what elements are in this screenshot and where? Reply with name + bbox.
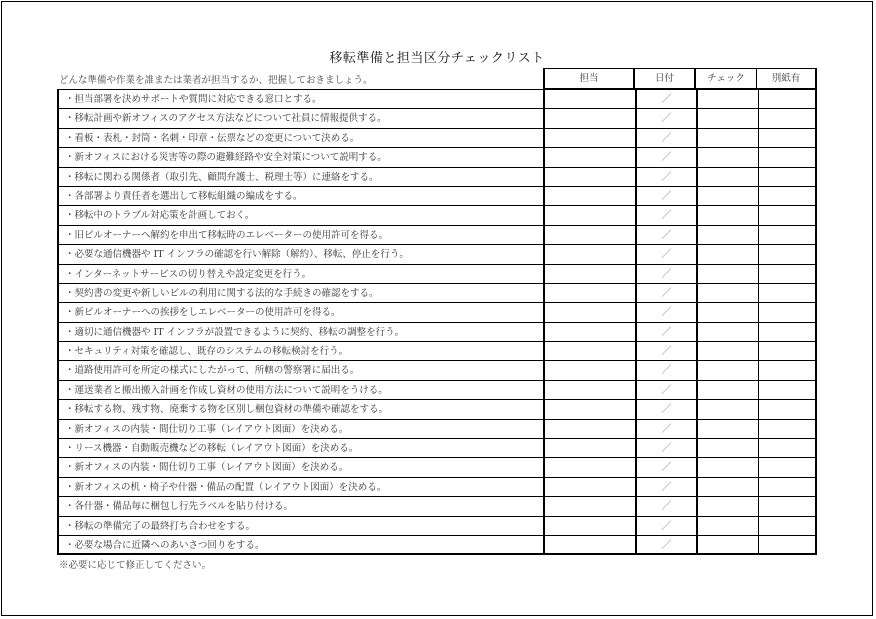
task-text: ・移転中のトラブル対応策を計画しておく。	[59, 206, 545, 224]
check-cell[interactable]	[698, 303, 759, 321]
check-cell[interactable]	[698, 284, 759, 302]
attachment-cell[interactable]	[759, 478, 815, 496]
tanto-cell[interactable]	[545, 265, 637, 283]
attachment-cell[interactable]	[759, 361, 815, 379]
task-text: ・新オフィスの机・椅子や什器・備品の配置（レイアウト図面）を決める。	[59, 478, 545, 496]
tanto-cell[interactable]	[545, 517, 637, 535]
date-cell[interactable]: ／	[637, 497, 698, 515]
check-cell[interactable]	[698, 478, 759, 496]
attachment-cell[interactable]	[759, 400, 815, 418]
attachment-cell[interactable]	[759, 458, 815, 476]
check-cell[interactable]	[698, 497, 759, 515]
header-date: 日付	[635, 68, 696, 89]
table-row	[59, 168, 815, 187]
check-cell[interactable]	[698, 361, 759, 379]
header-tanto: 担当	[543, 68, 635, 89]
tanto-cell[interactable]	[545, 245, 637, 263]
check-cell[interactable]	[698, 323, 759, 341]
task-text: ・担当部署を決めサポートや質問に対応できる窓口とする。	[59, 90, 545, 108]
attachment-cell[interactable]	[759, 90, 815, 108]
tanto-cell[interactable]	[545, 303, 637, 321]
task-text: ・各什器・備品毎に梱包し行先ラベルを貼り付ける。	[59, 497, 545, 515]
task-text: ・新オフィスにおける災害等の際の避難経路や安全対策について説明する。	[59, 148, 545, 166]
attachment-cell[interactable]	[759, 226, 815, 244]
date-cell[interactable]: ／	[637, 245, 698, 263]
table-row	[59, 129, 815, 148]
attachment-cell[interactable]	[759, 517, 815, 535]
date-cell[interactable]: ／	[637, 129, 698, 147]
instruction-text: どんな準備や作業を誰または業者が担当するか、把握しておきましょう。	[59, 75, 373, 86]
table-row	[59, 323, 815, 342]
task-text: ・リース機器・自動販売機などの移転（レイアウト図面）を決める。	[59, 439, 545, 457]
check-cell[interactable]	[698, 381, 759, 399]
date-cell[interactable]: ／	[637, 303, 698, 321]
attachment-cell[interactable]	[759, 303, 815, 321]
tanto-cell[interactable]	[545, 148, 637, 166]
task-text: ・新オフィスの内装・間仕切り工事（レイアウト図面）を決める。	[59, 458, 545, 476]
date-cell[interactable]: ／	[637, 381, 698, 399]
check-cell[interactable]	[698, 400, 759, 418]
check-cell[interactable]	[698, 129, 759, 147]
attachment-cell[interactable]	[759, 497, 815, 515]
tanto-cell[interactable]	[545, 400, 637, 418]
page-title: 移転準備と担当区分チェックリスト	[329, 51, 545, 66]
attachment-cell[interactable]	[759, 129, 815, 147]
task-text: ・運送業者と搬出搬入計画を作成し資材の使用方法について説明をうける。	[59, 381, 545, 399]
date-cell[interactable]: ／	[637, 361, 698, 379]
check-cell[interactable]	[698, 265, 759, 283]
table-row	[59, 284, 815, 303]
tanto-cell[interactable]	[545, 536, 637, 555]
date-cell[interactable]: ／	[637, 323, 698, 341]
date-cell[interactable]: ／	[637, 109, 698, 127]
check-cell[interactable]	[698, 187, 759, 205]
tanto-cell[interactable]	[545, 168, 637, 186]
table-row	[59, 342, 815, 361]
tanto-cell[interactable]	[545, 497, 637, 515]
check-cell[interactable]	[698, 420, 759, 438]
checklist-table	[57, 89, 817, 555]
attachment-cell[interactable]	[759, 342, 815, 360]
task-text: ・新ビルオーナーへの挨拶をしエレベーターの使用許可を得る。	[59, 303, 545, 321]
check-cell[interactable]	[698, 536, 759, 555]
attachment-cell[interactable]	[759, 381, 815, 399]
tanto-cell[interactable]	[545, 90, 637, 108]
check-cell[interactable]	[698, 517, 759, 535]
attachment-cell[interactable]	[759, 439, 815, 457]
table-row	[59, 381, 815, 400]
table-row	[59, 458, 815, 477]
tanto-cell[interactable]	[545, 361, 637, 379]
table-row	[59, 90, 815, 109]
column-headers	[543, 68, 817, 89]
attachment-cell[interactable]	[759, 284, 815, 302]
date-cell[interactable]: ／	[637, 420, 698, 438]
table-row	[59, 420, 815, 439]
task-text: ・セキュリティ対策を確認し、既存のシステムの移転検討を行う。	[59, 342, 545, 360]
table-row	[59, 206, 815, 225]
date-cell[interactable]: ／	[637, 536, 698, 555]
table-row	[59, 187, 815, 206]
date-cell[interactable]: ／	[637, 342, 698, 360]
task-text: ・移転する物、残す物、廃棄する物を区別し梱包資材の準備や確認をする。	[59, 400, 545, 418]
task-text: ・契約書の変更や新しいビルの利用に関する法的な手続きの確認をする。	[59, 284, 545, 302]
tanto-cell[interactable]	[545, 226, 637, 244]
check-cell[interactable]	[698, 168, 759, 186]
check-cell[interactable]	[698, 458, 759, 476]
task-text: ・移転の準備完了の最終打ち合わせをする。	[59, 517, 545, 535]
date-cell[interactable]: ／	[637, 265, 698, 283]
check-cell[interactable]	[698, 439, 759, 457]
task-text: ・移転に関わる関係者（取引先、顧問弁護士、税理士等）に連絡をする。	[59, 168, 545, 186]
date-cell[interactable]: ／	[637, 478, 698, 496]
tanto-cell[interactable]	[545, 381, 637, 399]
tanto-cell[interactable]	[545, 420, 637, 438]
date-cell[interactable]: ／	[637, 226, 698, 244]
tanto-cell[interactable]	[545, 129, 637, 147]
tanto-cell[interactable]	[545, 342, 637, 360]
task-text: ・移転計画や新オフィスのアクセス方法などについて社員に情報提供する。	[59, 109, 545, 127]
date-cell[interactable]: ／	[637, 458, 698, 476]
task-text: ・新オフィスの内装・間仕切り工事（レイアウト図面）を決める。	[59, 420, 545, 438]
attachment-cell[interactable]	[759, 245, 815, 263]
attachment-cell[interactable]	[759, 536, 815, 555]
task-text: ・必要な通信機器や IT インフラの確認を行い解除（解約）、移転、停止を行う。	[59, 245, 545, 263]
date-cell[interactable]: ／	[637, 284, 698, 302]
table-row	[59, 226, 815, 245]
table-row	[59, 361, 815, 380]
task-text: ・道路使用許可を所定の様式にしたがって、所轄の警察署に届出る。	[59, 361, 545, 379]
date-cell[interactable]: ／	[637, 439, 698, 457]
tanto-cell[interactable]	[545, 323, 637, 341]
attachment-cell[interactable]	[759, 323, 815, 341]
header-check: チェック	[696, 68, 757, 89]
table-row	[59, 439, 815, 458]
footnote: ※必要に応じて修正してください。	[59, 560, 212, 571]
table-row	[59, 265, 815, 284]
task-text: ・看板・表札・封筒・名刺・印章・伝票などの変更について決める。	[59, 129, 545, 147]
tanto-cell[interactable]	[545, 109, 637, 127]
tanto-cell[interactable]	[545, 439, 637, 457]
tanto-cell[interactable]	[545, 458, 637, 476]
tanto-cell[interactable]	[545, 478, 637, 496]
check-cell[interactable]	[698, 90, 759, 108]
attachment-cell[interactable]	[759, 109, 815, 127]
attachment-cell[interactable]	[759, 148, 815, 166]
tanto-cell[interactable]	[545, 206, 637, 224]
attachment-cell[interactable]	[759, 187, 815, 205]
attachment-cell[interactable]	[759, 420, 815, 438]
tanto-cell[interactable]	[545, 284, 637, 302]
date-cell[interactable]: ／	[637, 168, 698, 186]
task-text: ・必要な場合に近隣へのあいさつ回りをする。	[59, 536, 545, 555]
date-cell[interactable]: ／	[637, 187, 698, 205]
table-row	[59, 148, 815, 167]
check-cell[interactable]	[698, 206, 759, 224]
table-row	[59, 245, 815, 264]
task-text: ・旧ビルオーナーへ解約を申出て移転時のエレベーターの使用許可を得る。	[59, 226, 545, 244]
header-attachment: 別紙有	[757, 68, 817, 89]
table-row	[59, 400, 815, 419]
date-cell[interactable]: ／	[637, 90, 698, 108]
task-text: ・適切に通信機器や IT インフラが設置できるように契約、移転の調整を行う。	[59, 323, 545, 341]
table-row	[59, 536, 815, 555]
check-cell[interactable]	[698, 342, 759, 360]
table-row	[59, 303, 815, 322]
task-text: ・インターネットサービスの切り替えや設定変更を行う。	[59, 265, 545, 283]
table-row	[59, 497, 815, 516]
task-text: ・各部署より責任者を選出して移転組織の編成をする。	[59, 187, 545, 205]
table-row	[59, 517, 815, 536]
attachment-cell[interactable]	[759, 168, 815, 186]
date-cell[interactable]: ／	[637, 400, 698, 418]
check-cell[interactable]	[698, 109, 759, 127]
table-row	[59, 478, 815, 497]
check-cell[interactable]	[698, 245, 759, 263]
table-row	[59, 109, 815, 128]
tanto-cell[interactable]	[545, 187, 637, 205]
attachment-cell[interactable]	[759, 206, 815, 224]
attachment-cell[interactable]	[759, 265, 815, 283]
date-cell[interactable]: ／	[637, 517, 698, 535]
date-cell[interactable]: ／	[637, 206, 698, 224]
date-cell[interactable]: ／	[637, 148, 698, 166]
check-cell[interactable]	[698, 148, 759, 166]
check-cell[interactable]	[698, 226, 759, 244]
